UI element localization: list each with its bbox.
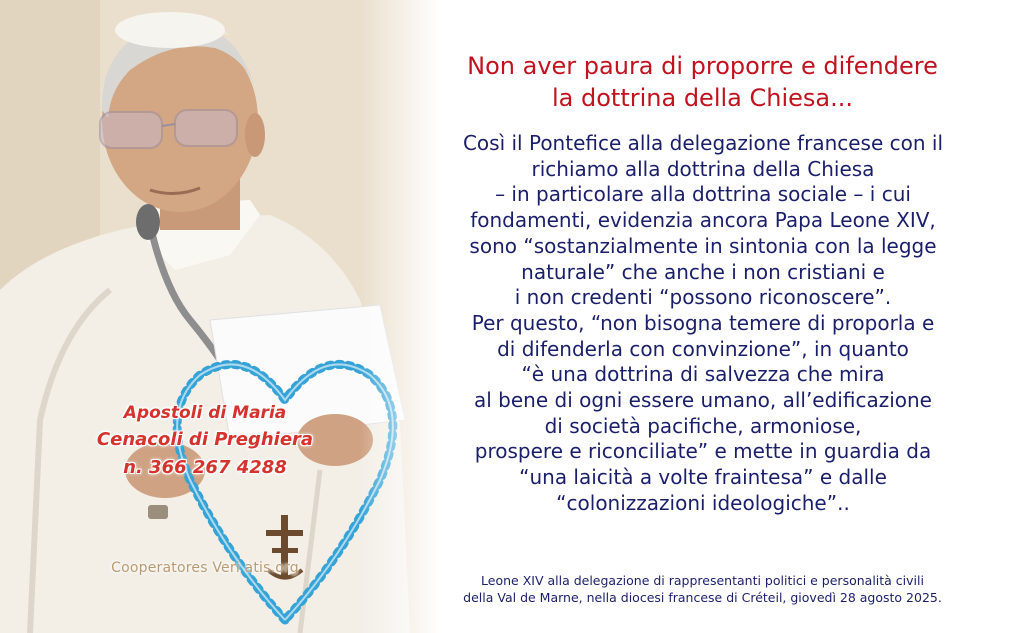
quote-line: sono “sostanzialmente in sintonia con la legge — [469, 233, 937, 258]
overlay-website: Cooperatores Veri atis.org — [111, 560, 299, 576]
quote-line: richiamo alla dottrina della Chiesa — [531, 156, 875, 181]
overlay-apostoli: Apostoli di Maria — [123, 403, 287, 423]
quote-line: di società pacifiche, armoniose, — [544, 413, 862, 438]
caption-line: Leone XIV alla delegazione di rappresentanti politici e personalità civili — [481, 573, 924, 588]
quote-line: i non credenti “possono riconoscere”. — [514, 285, 892, 310]
quote-line: naturale” che anche i non cristiani e — [521, 259, 885, 284]
quote-line: di difenderla con convinzione”, in quanto — [497, 336, 909, 361]
quote-line: Così il Pontefice alla delegazione francese con il — [462, 131, 944, 155]
overlay-cenacoli: Cenacoli di Preghiera — [96, 429, 314, 450]
overlay-phone: n. 366 267 4288 — [123, 457, 287, 478]
title-line-2: la dottrina della Chiesa... — [552, 84, 853, 112]
quote-line: prospere e riconciliate” e mette in guardia da — [474, 439, 932, 464]
quote-line: “è una dottrina di salvezza che mira — [521, 362, 885, 387]
quote-line: al bene di ogni essere umano, all’edificazione — [474, 388, 932, 413]
quote-body — [402, 131, 1004, 517]
quote-line: Per questo, “non bisogna temere di proporla e — [471, 310, 935, 335]
quote-line: fondamenti, evidenzia ancora Papa Leone XIV, — [470, 208, 936, 233]
quote-line: – in particolare alla dottrina sociale – i cui — [495, 182, 911, 207]
caption-line: della Val de Marne, nella diocesi francese di Créteil, giovedì 28 agosto 2025. — [463, 590, 942, 605]
pope-photo — [0, 0, 440, 633]
title-line-1: Non aver paura di proporre e difendere — [467, 52, 938, 80]
quote-line: “una laicità a volte fraintesa” e dalle — [519, 465, 887, 490]
quote-line: “colonizzazioni ideologiche”.. — [556, 490, 850, 515]
caption — [400, 572, 1005, 606]
